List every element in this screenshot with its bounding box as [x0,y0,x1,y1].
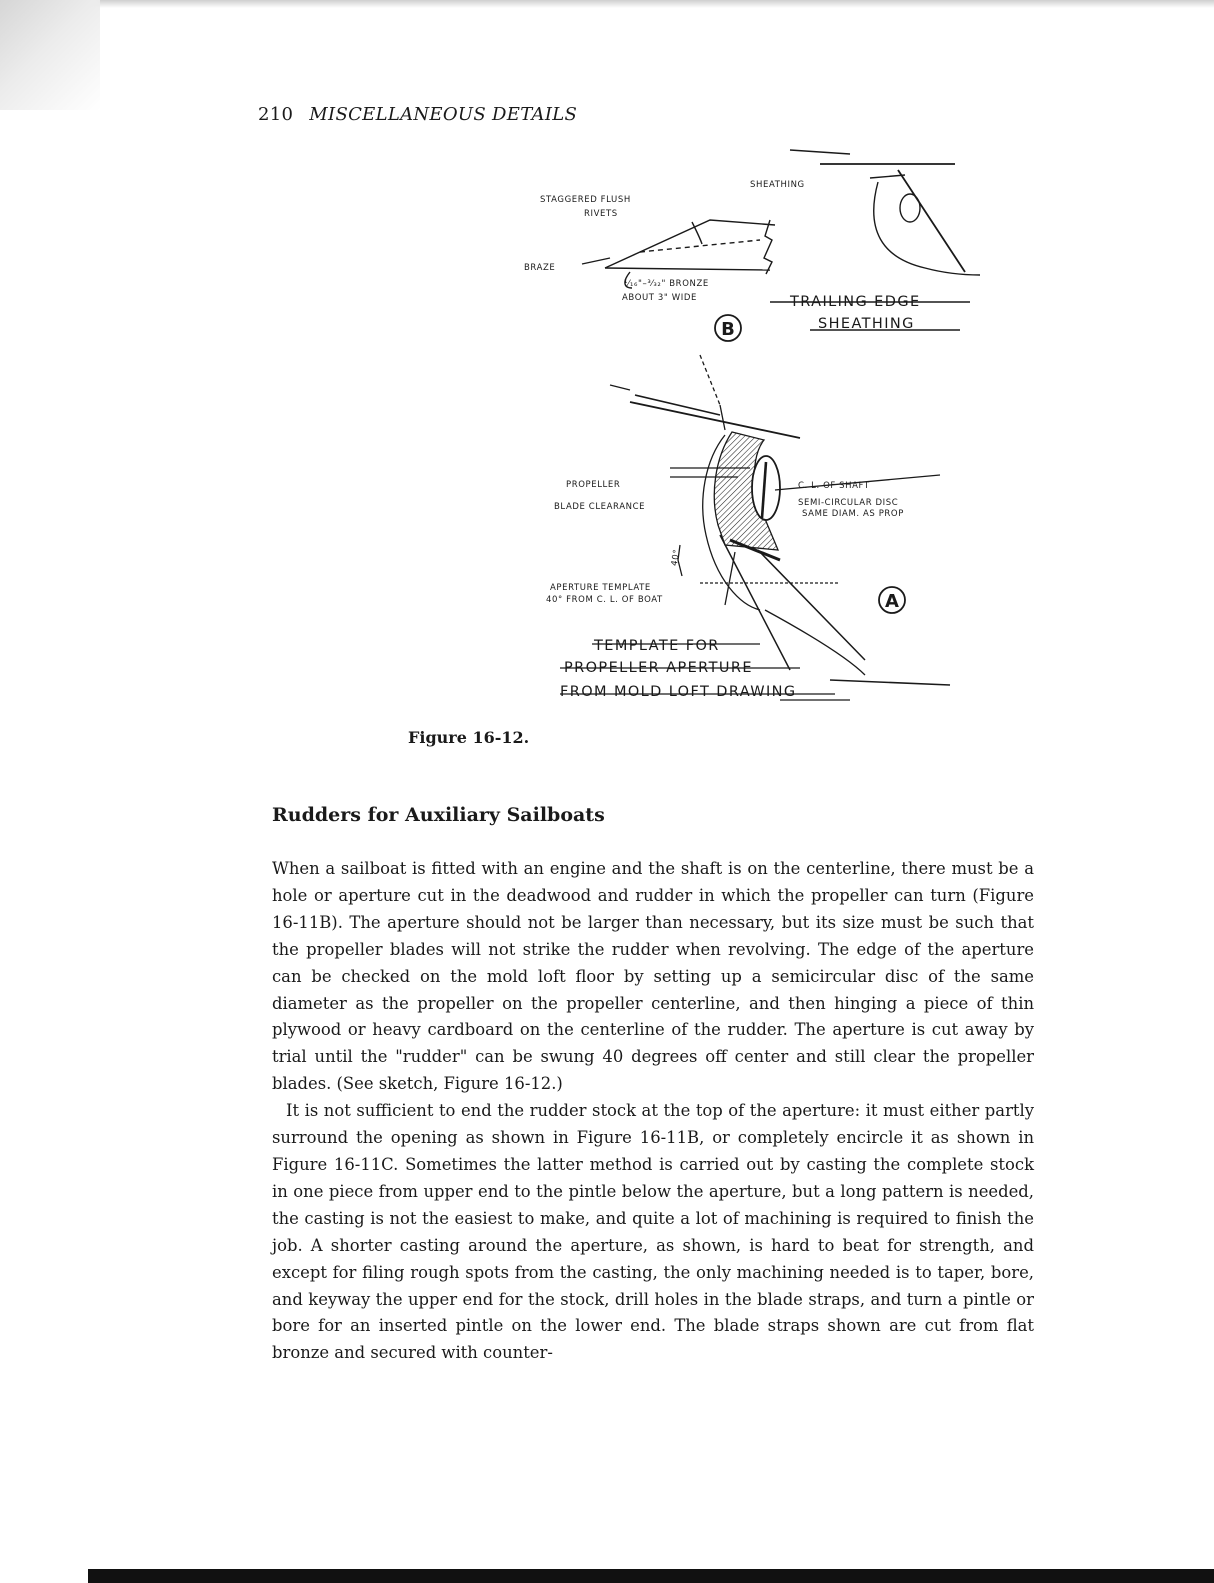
figure-drawing [520,140,1000,720]
strap-upper [605,220,775,268]
diagram-b [582,150,980,341]
scan-shadow-corner [0,0,100,110]
paragraph: When a sailboat is fitted with an engine and the shaft is on the centerline, there must be a hole or aperture cut in the deadwood and rudder in which the propeller can turn (Figure 16-11B). The aperture should not be larger than necessary, but its size must be such that the propeller blades will not strike the rudder when revolving. The edge of the aperture can be checked on the mold loft floor by setting up a semicircular disc of the same diameter as the propeller on the propeller centerline, and then hinging a piece of thin plywood or heavy cardboard on the centerline of the rudder. The aperture is cut away by trial until the "rudder" can be swung 40 degrees off center and still clear the propeller blades. (See sketch, Figure 16-12.) [272,859,1034,1094]
label-bronze-2: ABOUT 3" WIDE [622,293,697,303]
rivet-line [640,240,760,252]
template-leader [725,552,735,605]
label-title-b-1: TRAILING EDGE [790,294,921,310]
sheathing-guide-line-a [790,150,850,154]
sheathing-edge [898,170,965,272]
label-title-a-3: FROM MOLD LOFT DRAWING [560,684,797,700]
figure-16-12 [520,140,1000,720]
label-aperture-1: APERTURE TEMPLATE [550,583,651,593]
scan-edge-bottom [88,1569,1214,1583]
break-line [764,220,772,274]
label-sheathing: SHEATHING [750,180,805,190]
sheathing-disc [900,194,920,222]
label-angle: 40° [669,548,683,567]
label-disc-2: SAME DIAM. AS PROP [802,509,904,519]
label-braze: BRAZE [524,263,556,273]
rudder-centerline-upper [700,355,720,405]
label-propeller-2: BLADE CLEARANCE [554,502,646,512]
rudder-swing-line [720,535,790,670]
hull-curve [765,610,865,675]
label-bronze-1: ¹⁄₁₆"–³⁄₃₂" BRONZE [624,279,709,289]
baseline-tick [610,385,630,390]
badge-a: A [885,591,899,612]
label-title-b-2: SHEATHING [818,316,915,332]
paragraph: It is not sufficient to end the rudder stock at the top of the aperture: it must either partly surround the opening as shown in Figure 16-11B, or completely encircle it as shown in Figure 16-11C. Sometimes the latter method is carried out by casting the complete stock in one piece from upper end to the pintle below the aperture, but a long pattern is needed, the casting is not the easiest to make, and quite a lot of machining is required to finish the job. A shorter casting around the aperture, as shown, is hard to beat for strength, and except for filing rough spots from the casting, the only machining needed is to taper, bore, and keyway the upper end for the stock, drill holes in the blade straps, and turn a pintle or bore for an inserted pintle on the lower end. The blade straps shown are cut from flat bronze and secured with counter- [272,1101,1034,1363]
label-staggered-2: RIVETS [584,209,618,219]
body-text [272,856,1034,1367]
braze-leader [582,258,610,264]
label-title-a-2: PROPELLER APERTURE [564,660,753,676]
scan-edge-top [0,0,1214,8]
figure-caption: Figure 16-12. [408,728,530,747]
keel-line [830,680,950,685]
sheathing-leader [870,175,905,178]
strap-lower [605,268,770,270]
reference-line-b [630,402,800,438]
label-staggered-1: STAGGERED FLUSH [540,195,631,205]
stock-line [720,405,725,430]
label-shaft: C. L. OF SHAFT [798,481,870,491]
aperture-swing-line [758,550,865,660]
label-propeller-1: PROPELLER [566,480,621,490]
badge-b: B [721,319,735,340]
page-number: 210 [258,104,294,125]
chapter-title: MISCELLANEOUS DETAILS [309,104,578,125]
label-title-a-1: TEMPLATE FOR [594,638,720,654]
label-disc-1: SEMI-CIRCULAR DISC [798,498,899,508]
section-heading: Rudders for Auxiliary Sailboats [272,804,605,826]
running-head [258,104,577,125]
label-aperture-2: 40° FROM C. L. OF BOAT [546,595,663,605]
trailing-edge-outline [874,182,980,275]
